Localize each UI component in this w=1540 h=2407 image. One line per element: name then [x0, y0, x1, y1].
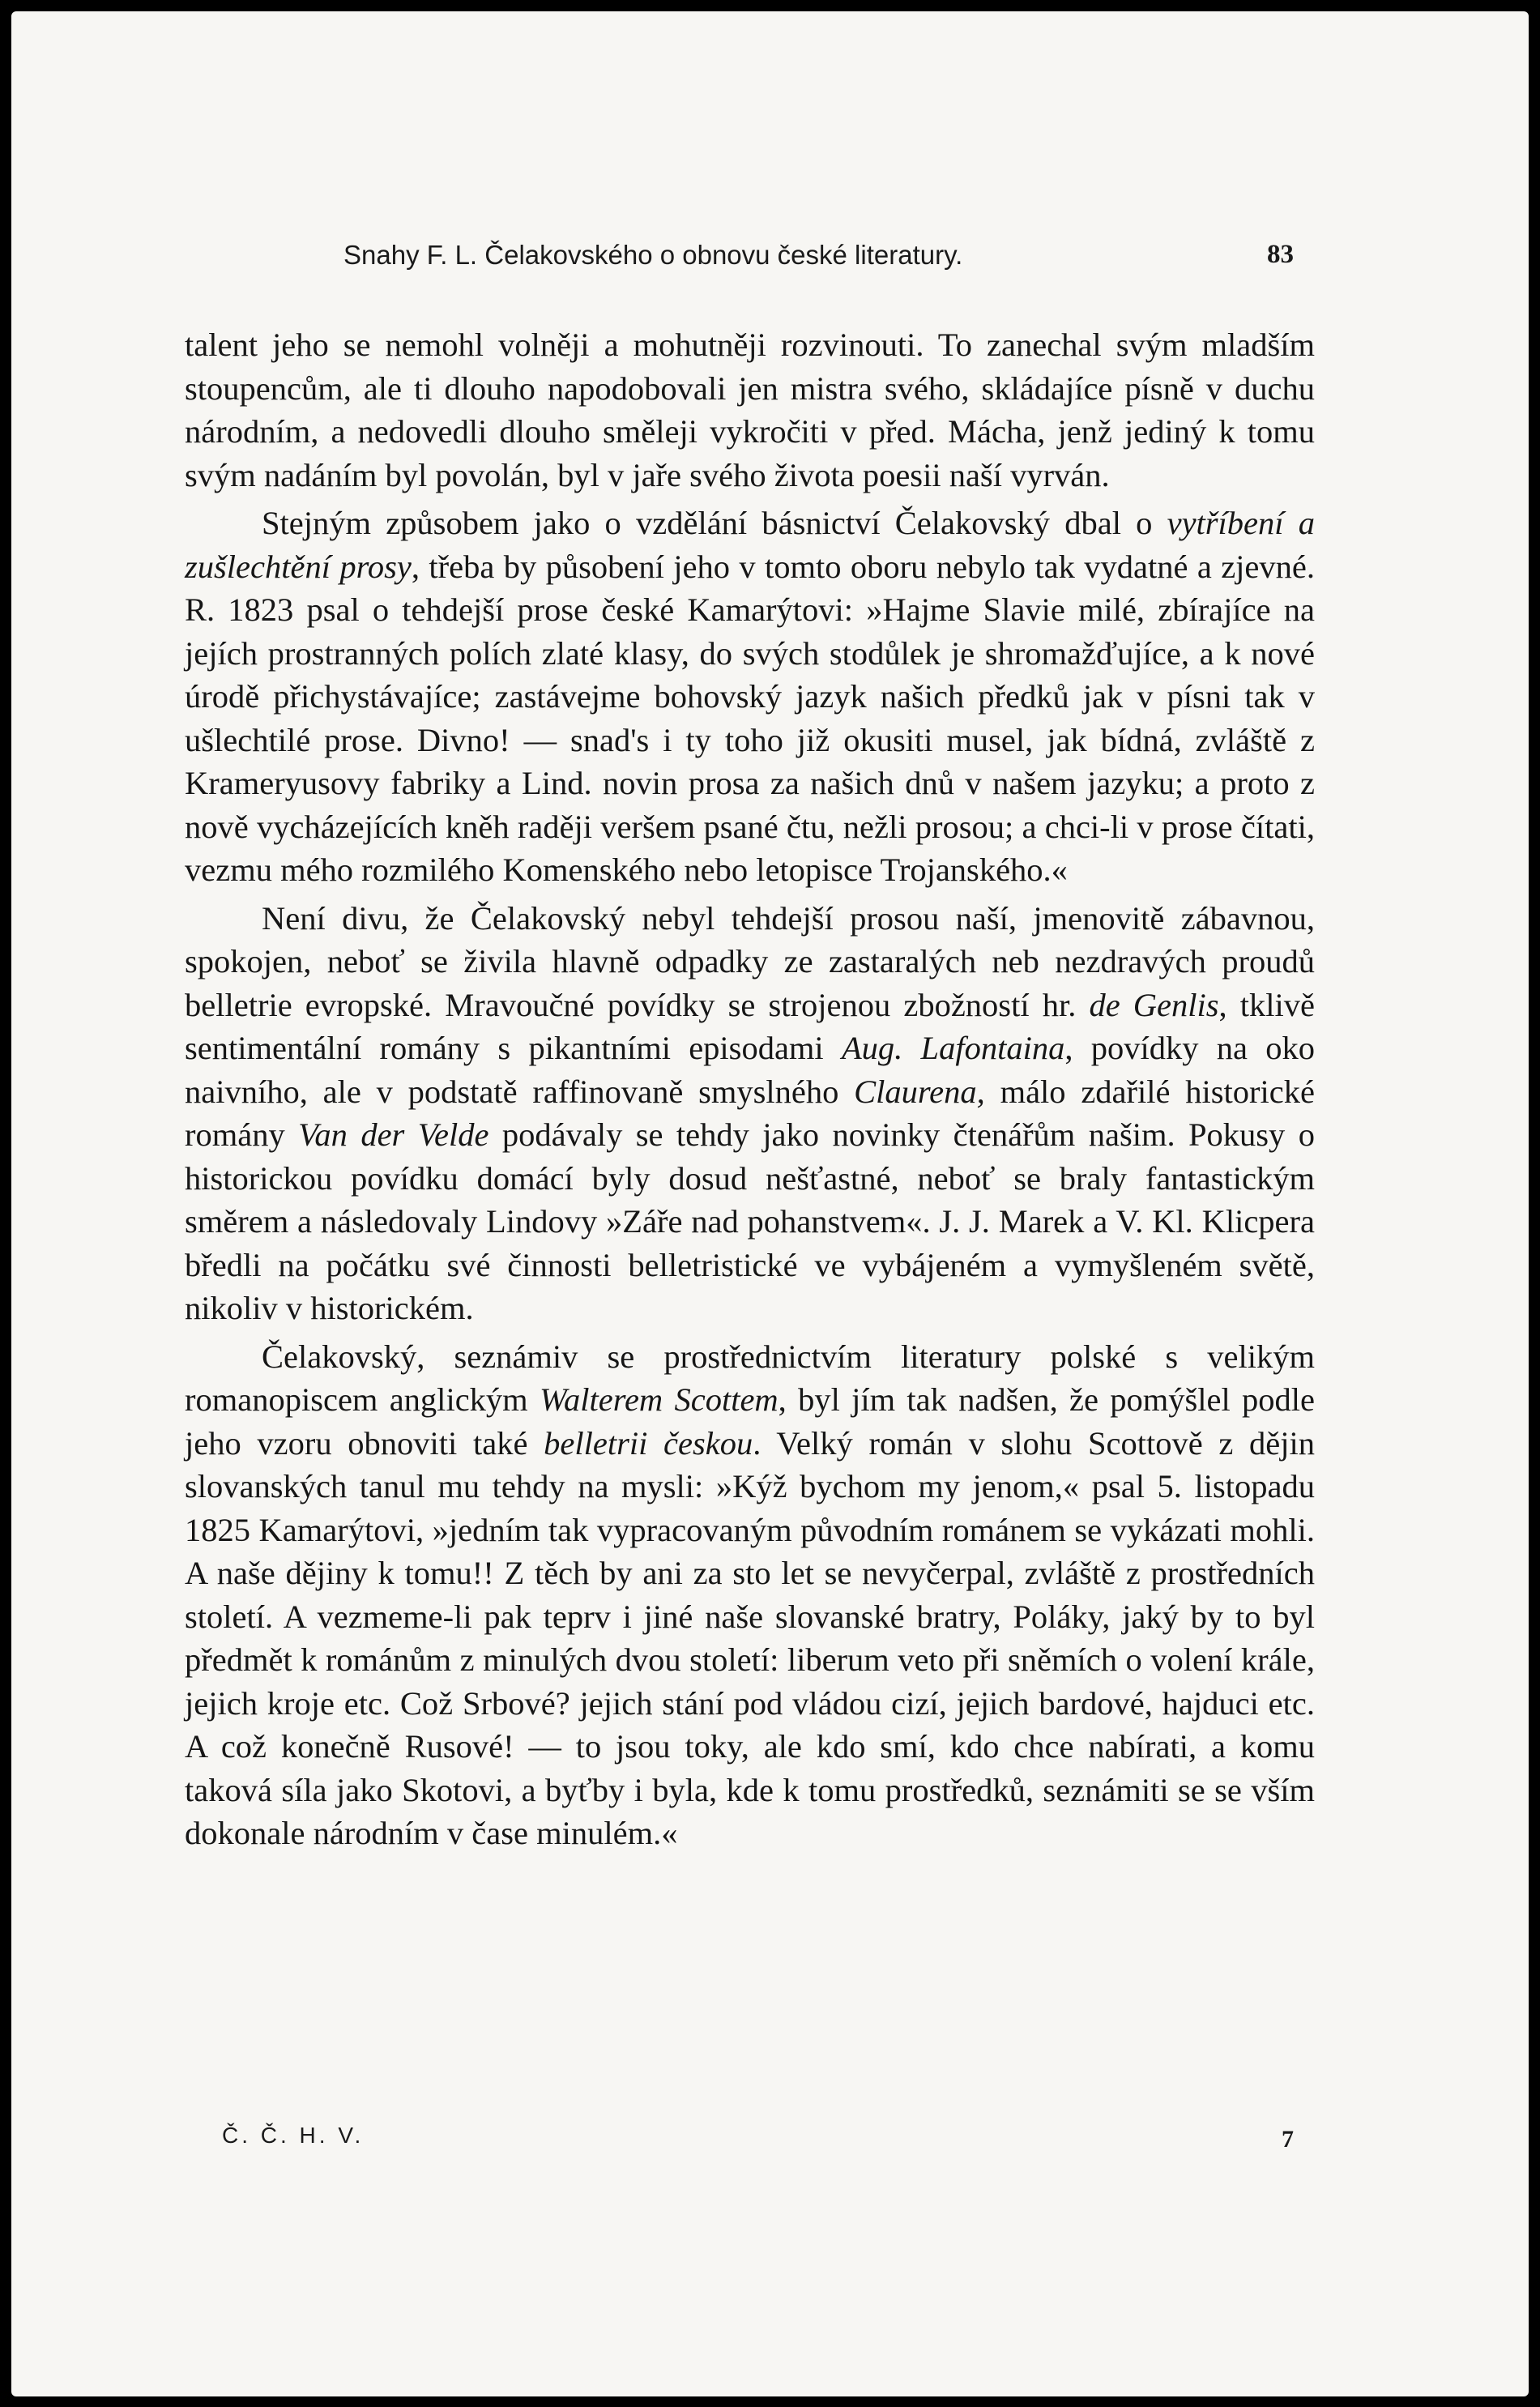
paragraph-text: , třeba by působení jeho v tomto oboru nebylo tak vydatné a zjevné. R. 1823 psal o tehdejší prose české Kamarýtovi: »Hajme Slavie milé, zbírajíce na jejích prostranných polích zlaté klasy, do svých stodůlek je shromažďujíce, a k nové úrodě přichystávajíce; zastávejme bohovský jazyk našich předků jak v písni tak v ušlechtilé prose. Divno! — snad's i ty toho již okusiti musel, jak bídná, zvláště z Krameryusovy fabriky a Lind. novin prosa za našich dnů v našem jazyku; a proto z nově vycházejících kněh raději veršem psané čtu, nežli prosou; a chci-li v prose čítati, vezmu mého rozmilého Komenského nebo letopisce Trojanského.«: [185, 548, 1315, 888]
body-text: [185, 323, 1315, 1860]
paragraph-text: Není divu, že Čelakovský nebyl tehdejší prosou naší, jmenovitě zábavnou, spokojen, neboť se živila hlavně odpadky ze zastaralých neb nezdravých proudů belletrie evropské. Mravoučné povídky se strojenou zbožností hr.: [185, 899, 1315, 1023]
italic-text: vytříbení a zušlechtění prosy: [185, 505, 1315, 585]
paragraph-text: , povídky na oko naivního, ale v podstatě raffinovaně smyslného: [185, 1030, 1315, 1110]
italic-text: Claurena,: [854, 1073, 985, 1110]
paragraph: [185, 501, 1315, 892]
paragraph-text: málo zdařilé historické romány: [185, 1073, 1315, 1153]
italic-text: de Genlis: [1089, 986, 1219, 1023]
running-header: [343, 240, 1294, 288]
paragraph-text: . Velký román v slohu Scottově z dějin slovanských tanul mu tehdy na mysli: »Kýž bychom my jenom,« psal 5. listopadu 1825 Kamarýtovi, »jedním tak vypracovaným původním románem se vykázati mohli. A naše dějiny k tomu!! Z těch by ani za sto let se nevyčerpal, zvláště z prostředních století. A vezmeme-li pak teprv i jiné naše slovanské bratry, Poláky, jaký by to byl předmět k románům z minulých dvou století: liberum veto při sněmích o volení krále, jejich kroje etc. Což Srbové? jejich stání pod vládou cizí, jejich bardové, hajduci etc. A což konečně Rusové! — to jsou toky, ale kdo smí, kdo chce nabírati, a komu taková síla jako Skotovi, a byťby i byla, kde k tomu prostředků, seznámiti se se vším dokonale národním v čase minulém.«: [185, 1424, 1316, 1851]
italic-text: Walterem Scottem: [539, 1381, 779, 1418]
italic-text: Van der Velde: [298, 1116, 489, 1153]
page-footer: [222, 2123, 1294, 2163]
paragraph-text: Čelakovský, seznámiv se prostřednictvím literatury polské s velikým romanopiscem anglickým: [185, 1338, 1315, 1418]
book-page: [11, 11, 1529, 2396]
paragraph-text: , byl jím tak nadšen, že pomýšlel podle jeho vzoru obnoviti také: [185, 1381, 1316, 1462]
italic-text: belletrii českou: [544, 1424, 753, 1462]
paragraph-text: talent jeho se nemohl volněji a mohutněji rozvinouti. To zanechal svým mladším stoupencům, ale ti dlouho napodobovali jen mistra svého, skládajíce písně v duchu národním, a nedovedli dlouho směleji vykročiti v před. Mácha, jenž jediný k tomu svým nadáním byl povolán, byl v jaře svého života poesii naší vyrván.: [185, 326, 1315, 493]
page-number: 83: [1267, 240, 1294, 269]
paragraph: [185, 323, 1315, 497]
paragraph-text: Stejným způsobem jako o vzdělání básnictví Čelakovský dbal o: [262, 505, 1167, 541]
signature-mark: Č. Č. H. V.: [222, 2123, 365, 2148]
running-title: Snahy F. L. Čelakovského o obnovu české literatury.: [343, 240, 963, 270]
sheet-number: 7: [1282, 2126, 1294, 2153]
paragraph-text: , tklivě sentimentální romány s pikantními episodami: [185, 986, 1316, 1066]
italic-text: Aug. Lafontaina: [841, 1030, 1065, 1066]
paragraph: [185, 897, 1315, 1330]
paragraph: [185, 1335, 1315, 1855]
paragraph-text: podávaly se tehdy jako novinky čtenářům našim. Pokusy o historickou povídku domácí byly dosud nešťastné, neboť se braly fantastickým směrem a následovaly Lindovy »Záře nad pohanstvem«. J. J. Marek a V. Kl. Klicpera bředli na počátku své činnosti belletristické ve vybájeném a vymyšleném světě, nikoliv v historickém.: [185, 1116, 1315, 1326]
